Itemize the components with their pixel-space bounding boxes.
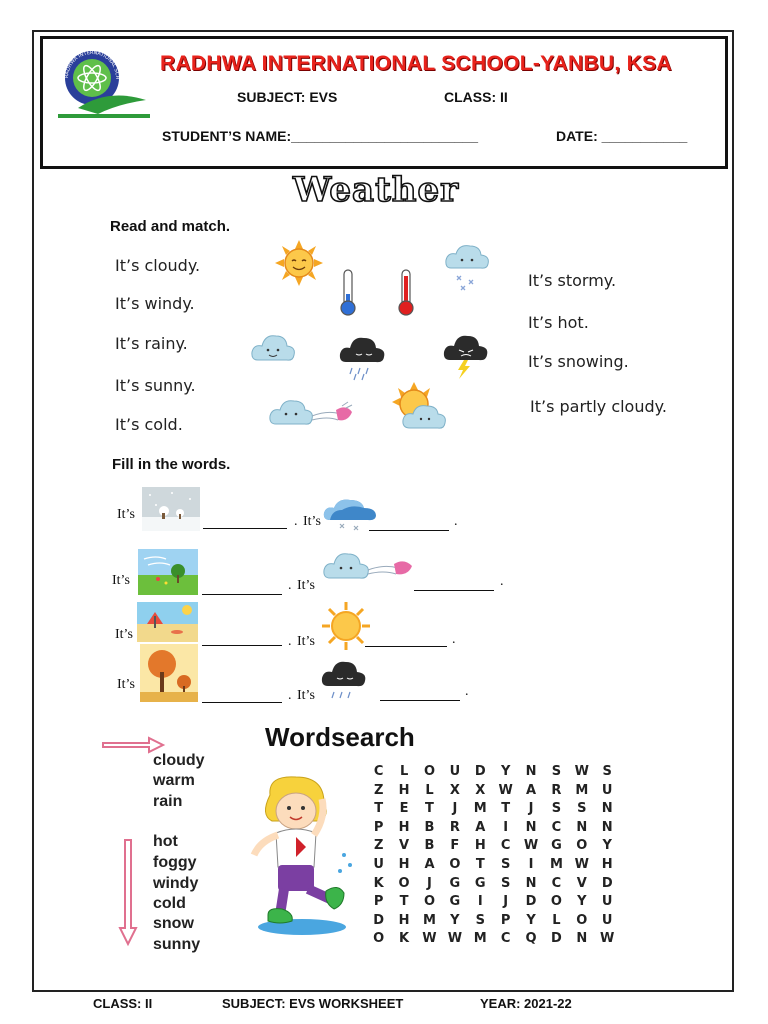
grid-cell[interactable]: A	[526, 782, 537, 798]
beach-scene-icon	[137, 602, 198, 642]
fill-dot-1b: .	[454, 514, 458, 529]
grid-cell[interactable]: W	[422, 931, 437, 947]
grid-cell[interactable]: X	[475, 782, 486, 798]
grid-cell[interactable]: U	[601, 782, 613, 798]
grid-cell[interactable]: K	[399, 931, 410, 947]
grid-cell[interactable]: W	[523, 838, 539, 854]
grid-cell[interactable]: J	[452, 801, 458, 817]
grid-cell[interactable]: H	[398, 912, 410, 928]
grid-cell[interactable]: W	[600, 931, 615, 947]
class-label: CLASS: II	[444, 89, 508, 105]
grid-cell[interactable]: N	[576, 819, 588, 835]
grid-cell[interactable]: P	[373, 894, 384, 910]
grid-cell[interactable]: M	[423, 912, 436, 928]
footer-class: CLASS: II	[93, 996, 153, 1011]
fill-blank-2b[interactable]	[414, 590, 494, 591]
grid-cell[interactable]: O	[373, 931, 385, 947]
grid-cell[interactable]: D	[373, 912, 385, 928]
grid-cell[interactable]: A	[475, 819, 486, 835]
grid-cell[interactable]: H	[474, 838, 486, 854]
grid-cell[interactable]: Y	[577, 894, 587, 910]
grid-cell[interactable]: L	[552, 912, 561, 928]
sun-icon	[322, 602, 370, 650]
grid-cell[interactable]: H	[601, 856, 613, 872]
rain-cloud-2-icon	[320, 656, 368, 704]
fill-its-4b: It’s	[297, 688, 315, 703]
storm-cloud-icon	[442, 330, 490, 380]
grid-row	[366, 783, 620, 802]
arrow-down-icon	[118, 840, 138, 944]
grid-cell[interactable]: F	[450, 838, 460, 854]
thermometer-hot-icon	[396, 268, 416, 316]
grid-cell[interactable]: T	[425, 801, 434, 817]
footer-subject: SUBJECT: EVS WORKSHEET	[222, 996, 404, 1011]
svg-text:RADHWA INTERNATIONAL SCHOOL -: RADHWA INTERNATIONAL SCHOOL - YANBU	[56, 44, 121, 80]
grid-cell[interactable]: V	[399, 838, 410, 854]
grid-cell[interactable]: M	[549, 856, 563, 872]
fill-its-3b: It’s	[297, 634, 315, 649]
grid-row	[366, 820, 620, 839]
fill-dot-3b: .	[452, 632, 456, 647]
fill-blank-1a[interactable]	[203, 528, 287, 529]
grid-cell[interactable]: I	[503, 819, 509, 835]
grid-cell[interactable]: E	[399, 801, 409, 817]
grid-cell[interactable]: O	[398, 875, 410, 891]
grid-cell[interactable]: B	[424, 819, 435, 835]
grid-cell[interactable]: R	[551, 782, 562, 798]
grid-cell[interactable]: D	[474, 764, 486, 779]
snow-cloud-icon	[443, 240, 491, 292]
grid-cell[interactable]: N	[525, 764, 537, 779]
grid-cell[interactable]: N	[601, 819, 613, 835]
grid-row	[366, 857, 620, 876]
fill-blank-3a[interactable]	[202, 645, 282, 646]
grid-cell[interactable]: U	[449, 764, 461, 779]
grid-cell[interactable]: N	[576, 931, 588, 947]
grid-cell[interactable]: G	[551, 838, 562, 854]
grid-row	[366, 838, 620, 857]
grid-cell[interactable]: W	[574, 764, 589, 779]
word-cold: cold	[153, 895, 186, 912]
grid-row	[366, 876, 620, 895]
grid-cell[interactable]: M	[473, 801, 487, 817]
fill-its-3a: It’s	[115, 627, 133, 642]
girl-dancing-icon	[240, 775, 360, 937]
match-heading: Read and match.	[110, 218, 231, 235]
grid-cell[interactable]: U	[601, 912, 613, 928]
grid-row	[366, 913, 620, 932]
fill-dot-1a: .	[294, 514, 298, 529]
grid-cell[interactable]: J	[528, 801, 534, 817]
grid-cell[interactable]: L	[399, 764, 409, 779]
fill-blank-4a[interactable]	[202, 702, 282, 703]
grid-cell[interactable]: G	[474, 875, 486, 891]
word-hot: hot	[153, 833, 178, 850]
grid-cell[interactable]: T	[374, 801, 384, 817]
grid-cell[interactable]: O	[576, 838, 588, 854]
grid-cell[interactable]: H	[398, 819, 410, 835]
grid-cell[interactable]: V	[576, 875, 587, 891]
grid-row	[366, 894, 620, 913]
grid-cell[interactable]: S	[551, 801, 562, 817]
footer-year: YEAR: 2021-22	[480, 996, 572, 1011]
match-right-4: It’s partly cloudy.	[530, 397, 667, 416]
fill-its-1b: It’s	[303, 514, 321, 529]
match-left-5: It’s cold.	[115, 415, 183, 434]
fill-dot-3a: .	[288, 634, 292, 649]
grid-cell[interactable]: I	[528, 856, 534, 872]
fill-dot-2a: .	[288, 578, 292, 593]
grid-cell[interactable]: L	[425, 782, 434, 798]
wordsearch-title: Wordsearch	[265, 722, 415, 752]
grid-cell[interactable]: N	[601, 801, 613, 817]
grid-cell[interactable]: S	[500, 856, 511, 872]
fill-blank-1b[interactable]	[369, 530, 449, 531]
fill-blank-4b[interactable]	[380, 700, 460, 701]
windy-field-icon	[138, 549, 198, 595]
grid-cell[interactable]: P	[373, 819, 384, 835]
match-left-4: It’s sunny.	[115, 376, 196, 395]
grid-cell[interactable]: D	[551, 931, 562, 947]
word-warm: warm	[153, 772, 195, 789]
fill-its-4a: It’s	[117, 677, 135, 692]
grid-cell[interactable]: N	[525, 875, 537, 891]
grid-cell[interactable]: O	[449, 856, 461, 872]
grid-cell[interactable]: O	[423, 894, 435, 910]
grid-cell[interactable]: S	[551, 764, 562, 779]
fill-dot-4b: .	[465, 684, 469, 699]
grid-cell[interactable]: N	[525, 819, 537, 835]
grid-cell[interactable]: O	[423, 764, 435, 779]
grid-cell[interactable]: R	[449, 819, 460, 835]
cloud-face-icon	[250, 330, 296, 366]
grid-cell[interactable]: S	[500, 875, 511, 891]
grid-cell[interactable]: C	[500, 931, 511, 947]
grid-cell[interactable]: T	[475, 856, 485, 872]
grid-cell[interactable]: W	[574, 856, 589, 872]
grid-row	[366, 764, 620, 783]
subject-label: SUBJECT: EVS	[237, 89, 338, 105]
autumn-tree-icon	[140, 644, 198, 702]
match-left-2: It’s windy.	[115, 294, 195, 313]
grid-cell[interactable]: U	[601, 894, 613, 910]
school-name: RADHWA INTERNATIONAL SCHOOL-YANBU, KSA	[160, 52, 672, 75]
grid-cell[interactable]: D	[601, 875, 613, 891]
grid-cell[interactable]: G	[449, 894, 461, 910]
word-snow: snow	[153, 915, 194, 932]
student-name-field[interactable]: STUDENT’S NAME:________________________	[162, 128, 478, 144]
grid-cell[interactable]: S	[475, 912, 485, 928]
partly-cloudy-icon	[390, 382, 460, 434]
grid-cell[interactable]: G	[449, 875, 461, 891]
grid-cell[interactable]: A	[424, 856, 435, 872]
grid-cell[interactable]: D	[525, 894, 537, 910]
logo-ring-text	[56, 44, 128, 108]
grid-cell[interactable]: C	[500, 838, 511, 854]
page-title: Weather	[293, 170, 460, 210]
match-left-3: It’s rainy.	[115, 334, 188, 353]
fill-blank-3b[interactable]	[365, 646, 447, 647]
grid-cell[interactable]: S	[577, 801, 587, 817]
grid-row	[366, 801, 620, 820]
grid-cell[interactable]: W	[447, 931, 463, 947]
date-field[interactable]: DATE: ___________	[556, 128, 688, 144]
grid-cell[interactable]: M	[575, 782, 589, 798]
snowy-scene-icon	[142, 487, 200, 531]
word-rain: rain	[153, 793, 183, 810]
fill-dot-2b: .	[500, 574, 504, 589]
grid-cell[interactable]: H	[398, 856, 410, 872]
grid-cell[interactable]: Q	[525, 931, 537, 947]
snow-cloud-blue-icon	[322, 496, 380, 534]
fill-heading: Fill in the words.	[112, 456, 231, 473]
grid-cell[interactable]: O	[550, 894, 562, 910]
match-right-1: It’s stormy.	[528, 271, 617, 290]
grid-cell[interactable]: Z	[373, 838, 384, 854]
wordsearch-grid	[366, 764, 620, 950]
sun-face-icon	[275, 240, 323, 286]
fill-its-2a: It’s	[112, 573, 130, 588]
grid-cell[interactable]: Y	[450, 912, 460, 928]
match-left-1: It’s cloudy.	[115, 256, 201, 275]
grid-cell[interactable]: O	[576, 912, 588, 928]
grid-cell[interactable]: I	[477, 894, 483, 910]
rain-cloud-icon	[338, 332, 388, 382]
windy-cloud-2-icon	[322, 548, 418, 588]
grid-cell[interactable]: P	[500, 912, 511, 928]
thermometer-cold-icon	[338, 268, 358, 316]
grid-cell[interactable]: T	[501, 801, 511, 817]
windy-cloud-icon	[268, 396, 358, 432]
match-right-2: It’s hot.	[528, 313, 589, 332]
grid-cell[interactable]: W	[498, 782, 513, 798]
fill-blank-2a[interactable]	[202, 594, 282, 595]
grid-cell[interactable]: H	[398, 782, 410, 798]
grid-cell[interactable]: K	[373, 875, 384, 891]
grid-cell[interactable]: T	[399, 894, 409, 910]
grid-cell[interactable]: U	[373, 856, 384, 872]
grid-cell[interactable]: Y	[526, 912, 536, 928]
grid-row	[366, 931, 620, 950]
grid-cell[interactable]: M	[473, 931, 487, 947]
grid-cell[interactable]: X	[449, 782, 460, 798]
grid-cell[interactable]: Y	[500, 764, 511, 779]
match-right-3: It’s snowing.	[528, 352, 629, 371]
grid-cell[interactable]: Y	[602, 838, 612, 854]
grid-cell[interactable]: B	[424, 838, 435, 854]
word-foggy: foggy	[153, 854, 197, 871]
fill-dot-4a: .	[288, 688, 292, 703]
grid-cell[interactable]: Z	[373, 782, 384, 798]
grid-cell[interactable]: S	[602, 764, 612, 779]
word-windy: windy	[153, 875, 199, 892]
fill-its-2b: It’s	[297, 578, 315, 593]
grid-cell[interactable]: C	[551, 819, 562, 835]
word-sunny: sunny	[153, 936, 201, 953]
fill-its-1a: It’s	[117, 507, 135, 522]
grid-cell[interactable]: J	[427, 875, 432, 891]
grid-cell[interactable]: J	[503, 894, 509, 910]
word-cloudy: cloudy	[153, 752, 205, 769]
grid-cell[interactable]: C	[373, 764, 384, 779]
grid-cell[interactable]: C	[551, 875, 562, 891]
